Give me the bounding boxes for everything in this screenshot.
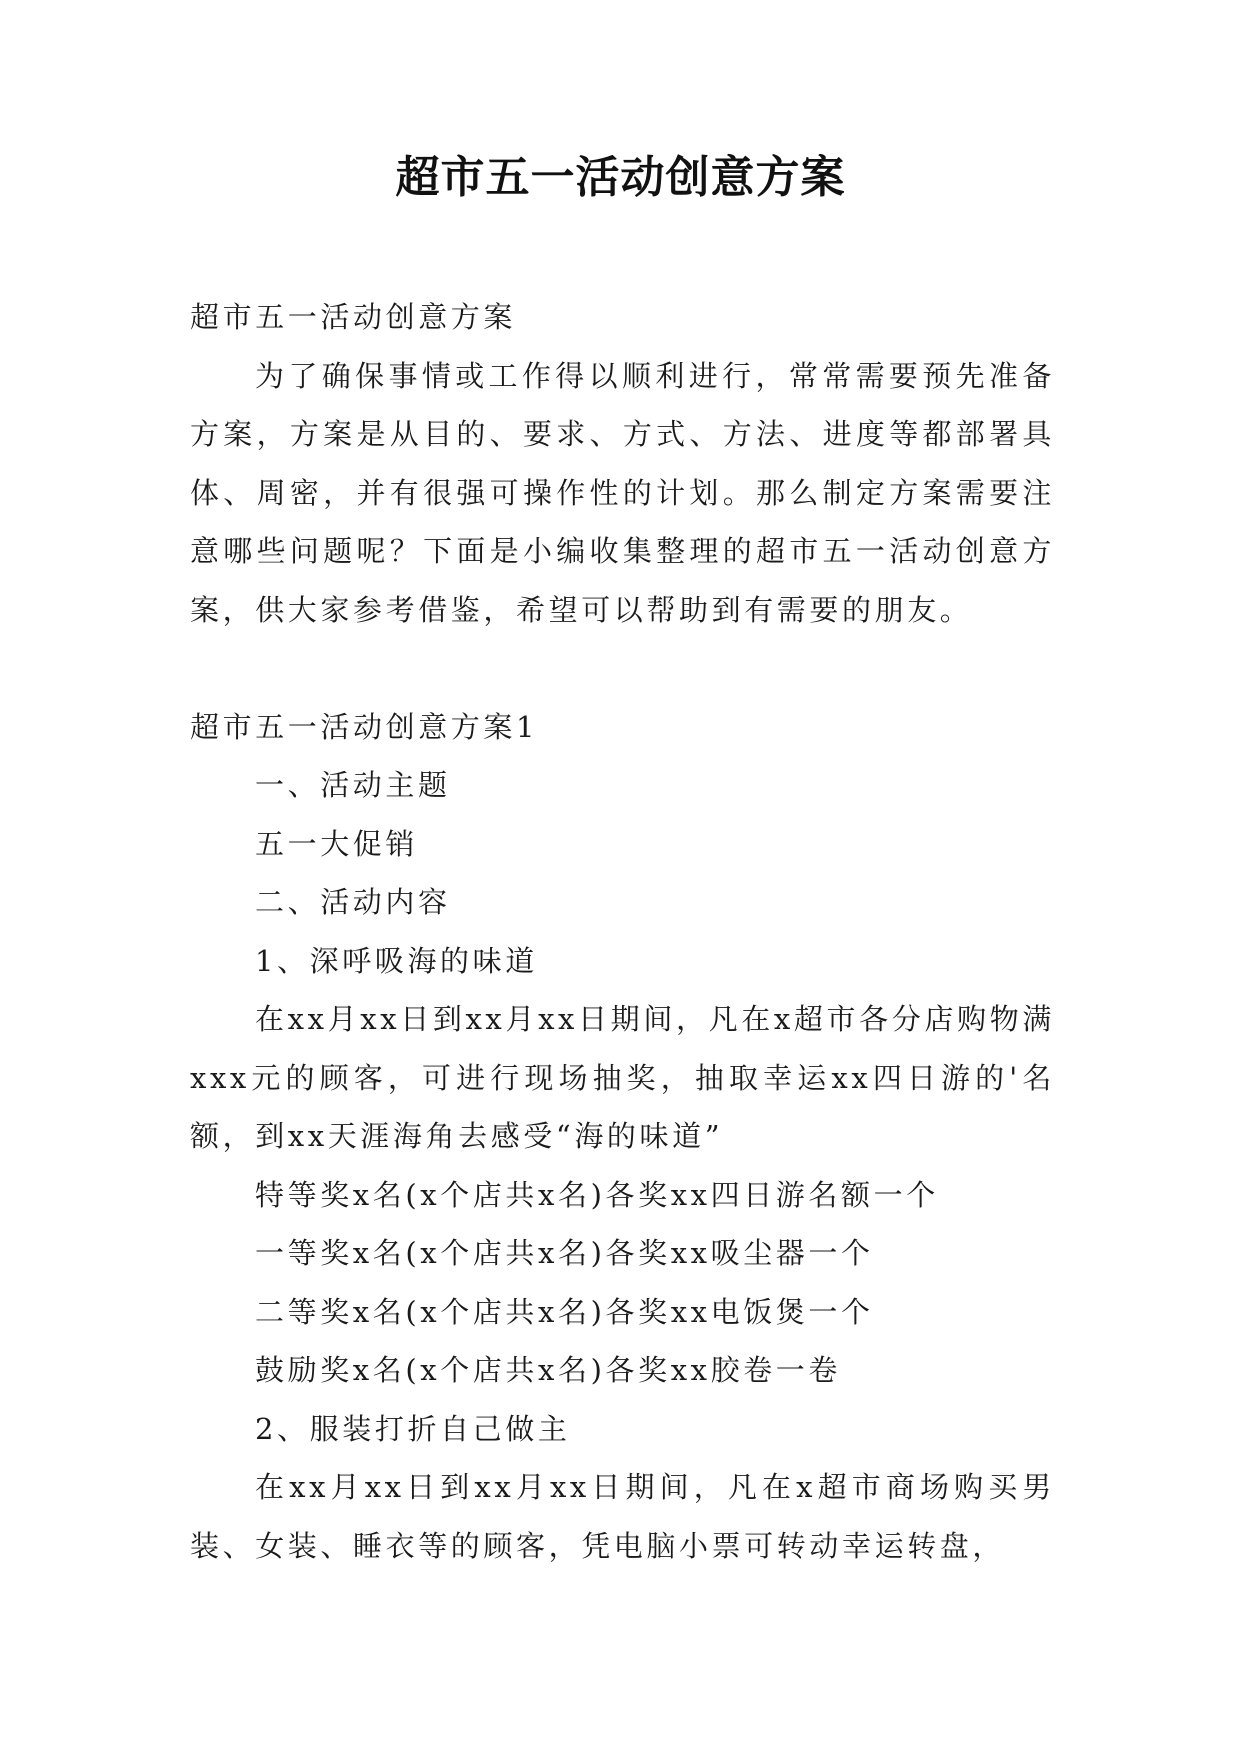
document-body [190,288,1055,1575]
section-heading: 超市五一活动创意方案1 [190,709,539,744]
item2-heading: 2、服装打折自己做主 [255,1411,571,1446]
prize-encourage: 鼓励奖x名(x个店共x名)各奖xx胶卷一卷 [255,1353,842,1387]
item2-paragraph: 在xx月xx日到xx月xx日期间，凡在x超市商场购买男装、女装、睡衣等的顾客，凭电脑小票可转动幸运转盘， [190,1470,1055,1563]
item1-heading: 1、深呼吸海的味道 [255,943,538,978]
paragraph-spacer [190,639,1055,698]
theme-text: 五一大促销 [255,826,419,861]
intro-paragraph: 为了确保事情或工作得以顺利进行，常常需要预先准备方案，方案是从目的、要求、方式、方法、进度等都部署具体、周密，并有很强可操作性的计划。那么制定方案需要注意哪些问题呢？下面是小编收集整理的超市五一活动创意方案，供大家参考借鉴，希望可以帮助到有需要的朋友。 [190,358,1055,627]
intro-heading: 超市五一活动创意方案 [190,300,517,334]
prize-second: 二等奖x名(x个店共x名)各奖xx电饭煲一个 [255,1294,874,1329]
prize-first: 一等奖x名(x个店共x名)各奖xx吸尘器一个 [255,1236,874,1270]
theme-heading: 一、活动主题 [255,768,451,802]
prize-special: 特等奖x名(x个店共x名)各奖xx四日游名额一个 [255,1177,939,1212]
item1-paragraph: 在xx月xx日到xx月xx日期间，凡在x超市各分店购物满xxx元的顾客，可进行现场抽奖，抽取幸运xx四日游的'名额，到xx天涯海角去感受“海的味道” [190,1002,1055,1153]
content-heading: 二、活动内容 [255,885,451,919]
document-title: 超市五一活动创意方案 [395,152,846,203]
